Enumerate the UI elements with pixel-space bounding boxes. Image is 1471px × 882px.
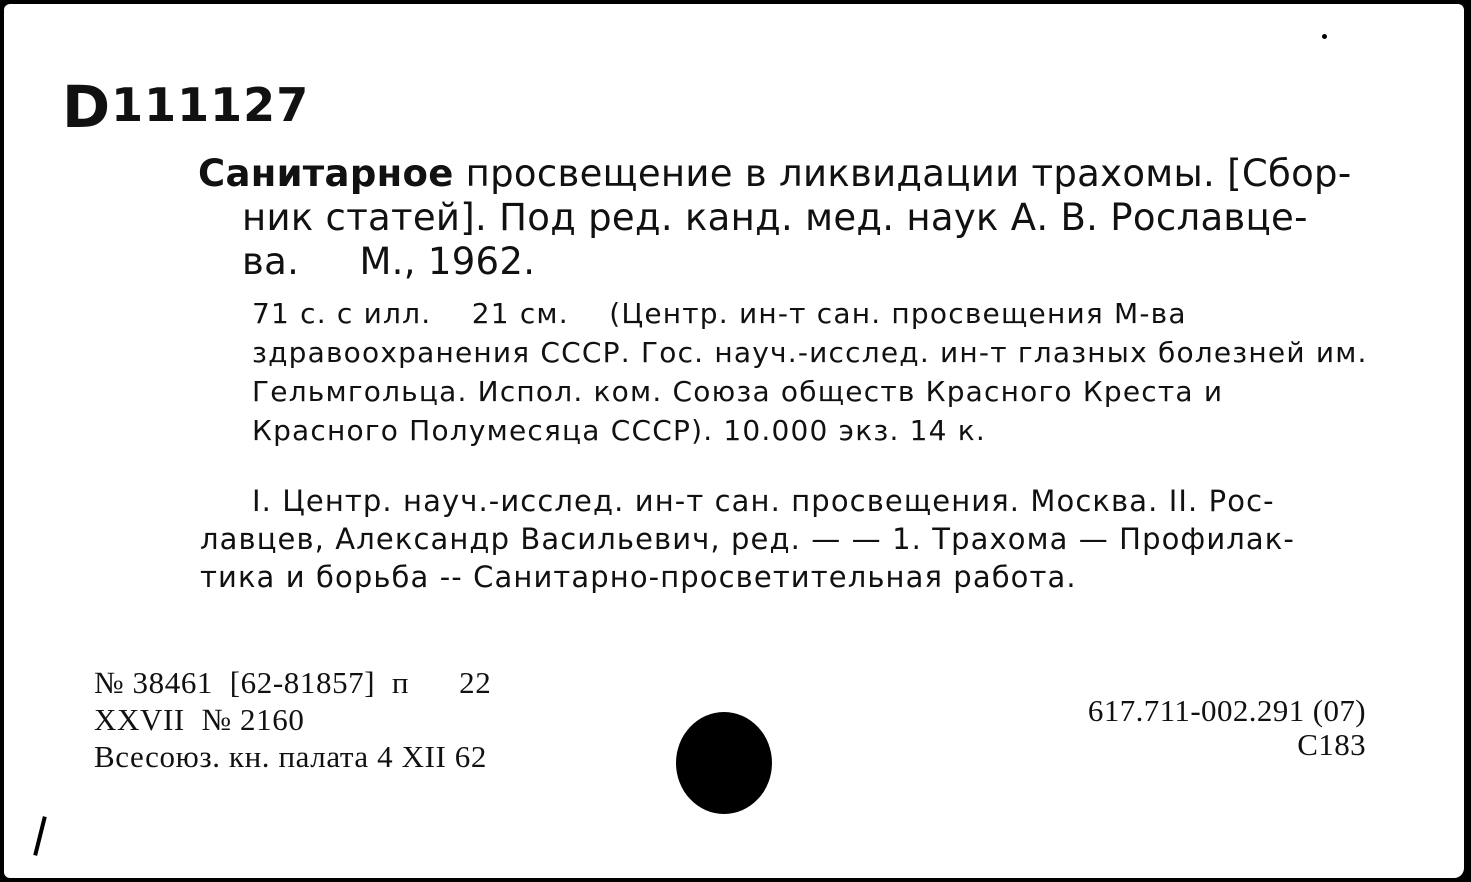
call-number-digits: 111127 bbox=[111, 78, 310, 132]
call-number bbox=[62, 73, 310, 141]
call-number-prefix: D bbox=[62, 73, 112, 141]
title-line-1: просвещение в ликвидации трахомы. [Сбор- bbox=[453, 152, 1352, 195]
ink-speck bbox=[1322, 34, 1327, 39]
tracings bbox=[200, 482, 1370, 596]
author-mark: С183 bbox=[1297, 727, 1366, 762]
title-statement bbox=[200, 152, 1380, 284]
title-line-3: ва. М., 1962. bbox=[242, 240, 536, 283]
physical-description: 71 с. с илл. 21 см. (Центр. ин-т сан. просвещения М-ва здравоохранения СССР. Гос. науч.-исслед. ин-т глазных болезней им. Гельмгольца. Испол. ком. Союза обществ Красного Креста и Красного Полумесяца СССР). 10.000 экз. 14 к. bbox=[252, 297, 1378, 447]
title-line-2: ник статей]. Под ред. канд. мед. наук А. В. Рославце- bbox=[242, 196, 1308, 239]
registration-line-2: XXVII № 2160 bbox=[94, 702, 305, 737]
bibliographic-entry bbox=[200, 152, 1380, 450]
pencil-mark bbox=[33, 816, 47, 856]
punch-hole bbox=[676, 712, 772, 814]
udc-classification: 617.711-002.291 (07) bbox=[1087, 693, 1366, 728]
classification-block bbox=[1088, 694, 1366, 762]
registration-line-1: № 38461 [62-81857] п 22 bbox=[94, 665, 492, 700]
registration-info bbox=[94, 664, 491, 775]
heading-word: Санитарное bbox=[198, 152, 454, 195]
registration-line-3: Всесоюз. кн. палата 4 XII 62 bbox=[94, 739, 487, 774]
tracings-continued: лавцев, Александр Васильевич, ред. — — 1. Трахома — Профилак-тика и борьба -- Санитарно-просветительная работа. bbox=[200, 522, 1295, 594]
catalog-card bbox=[4, 4, 1464, 878]
tracings-line-1: I. Центр. науч.-исслед. ин-т сан. просвещения. Москва. II. Рос- bbox=[252, 484, 1275, 518]
